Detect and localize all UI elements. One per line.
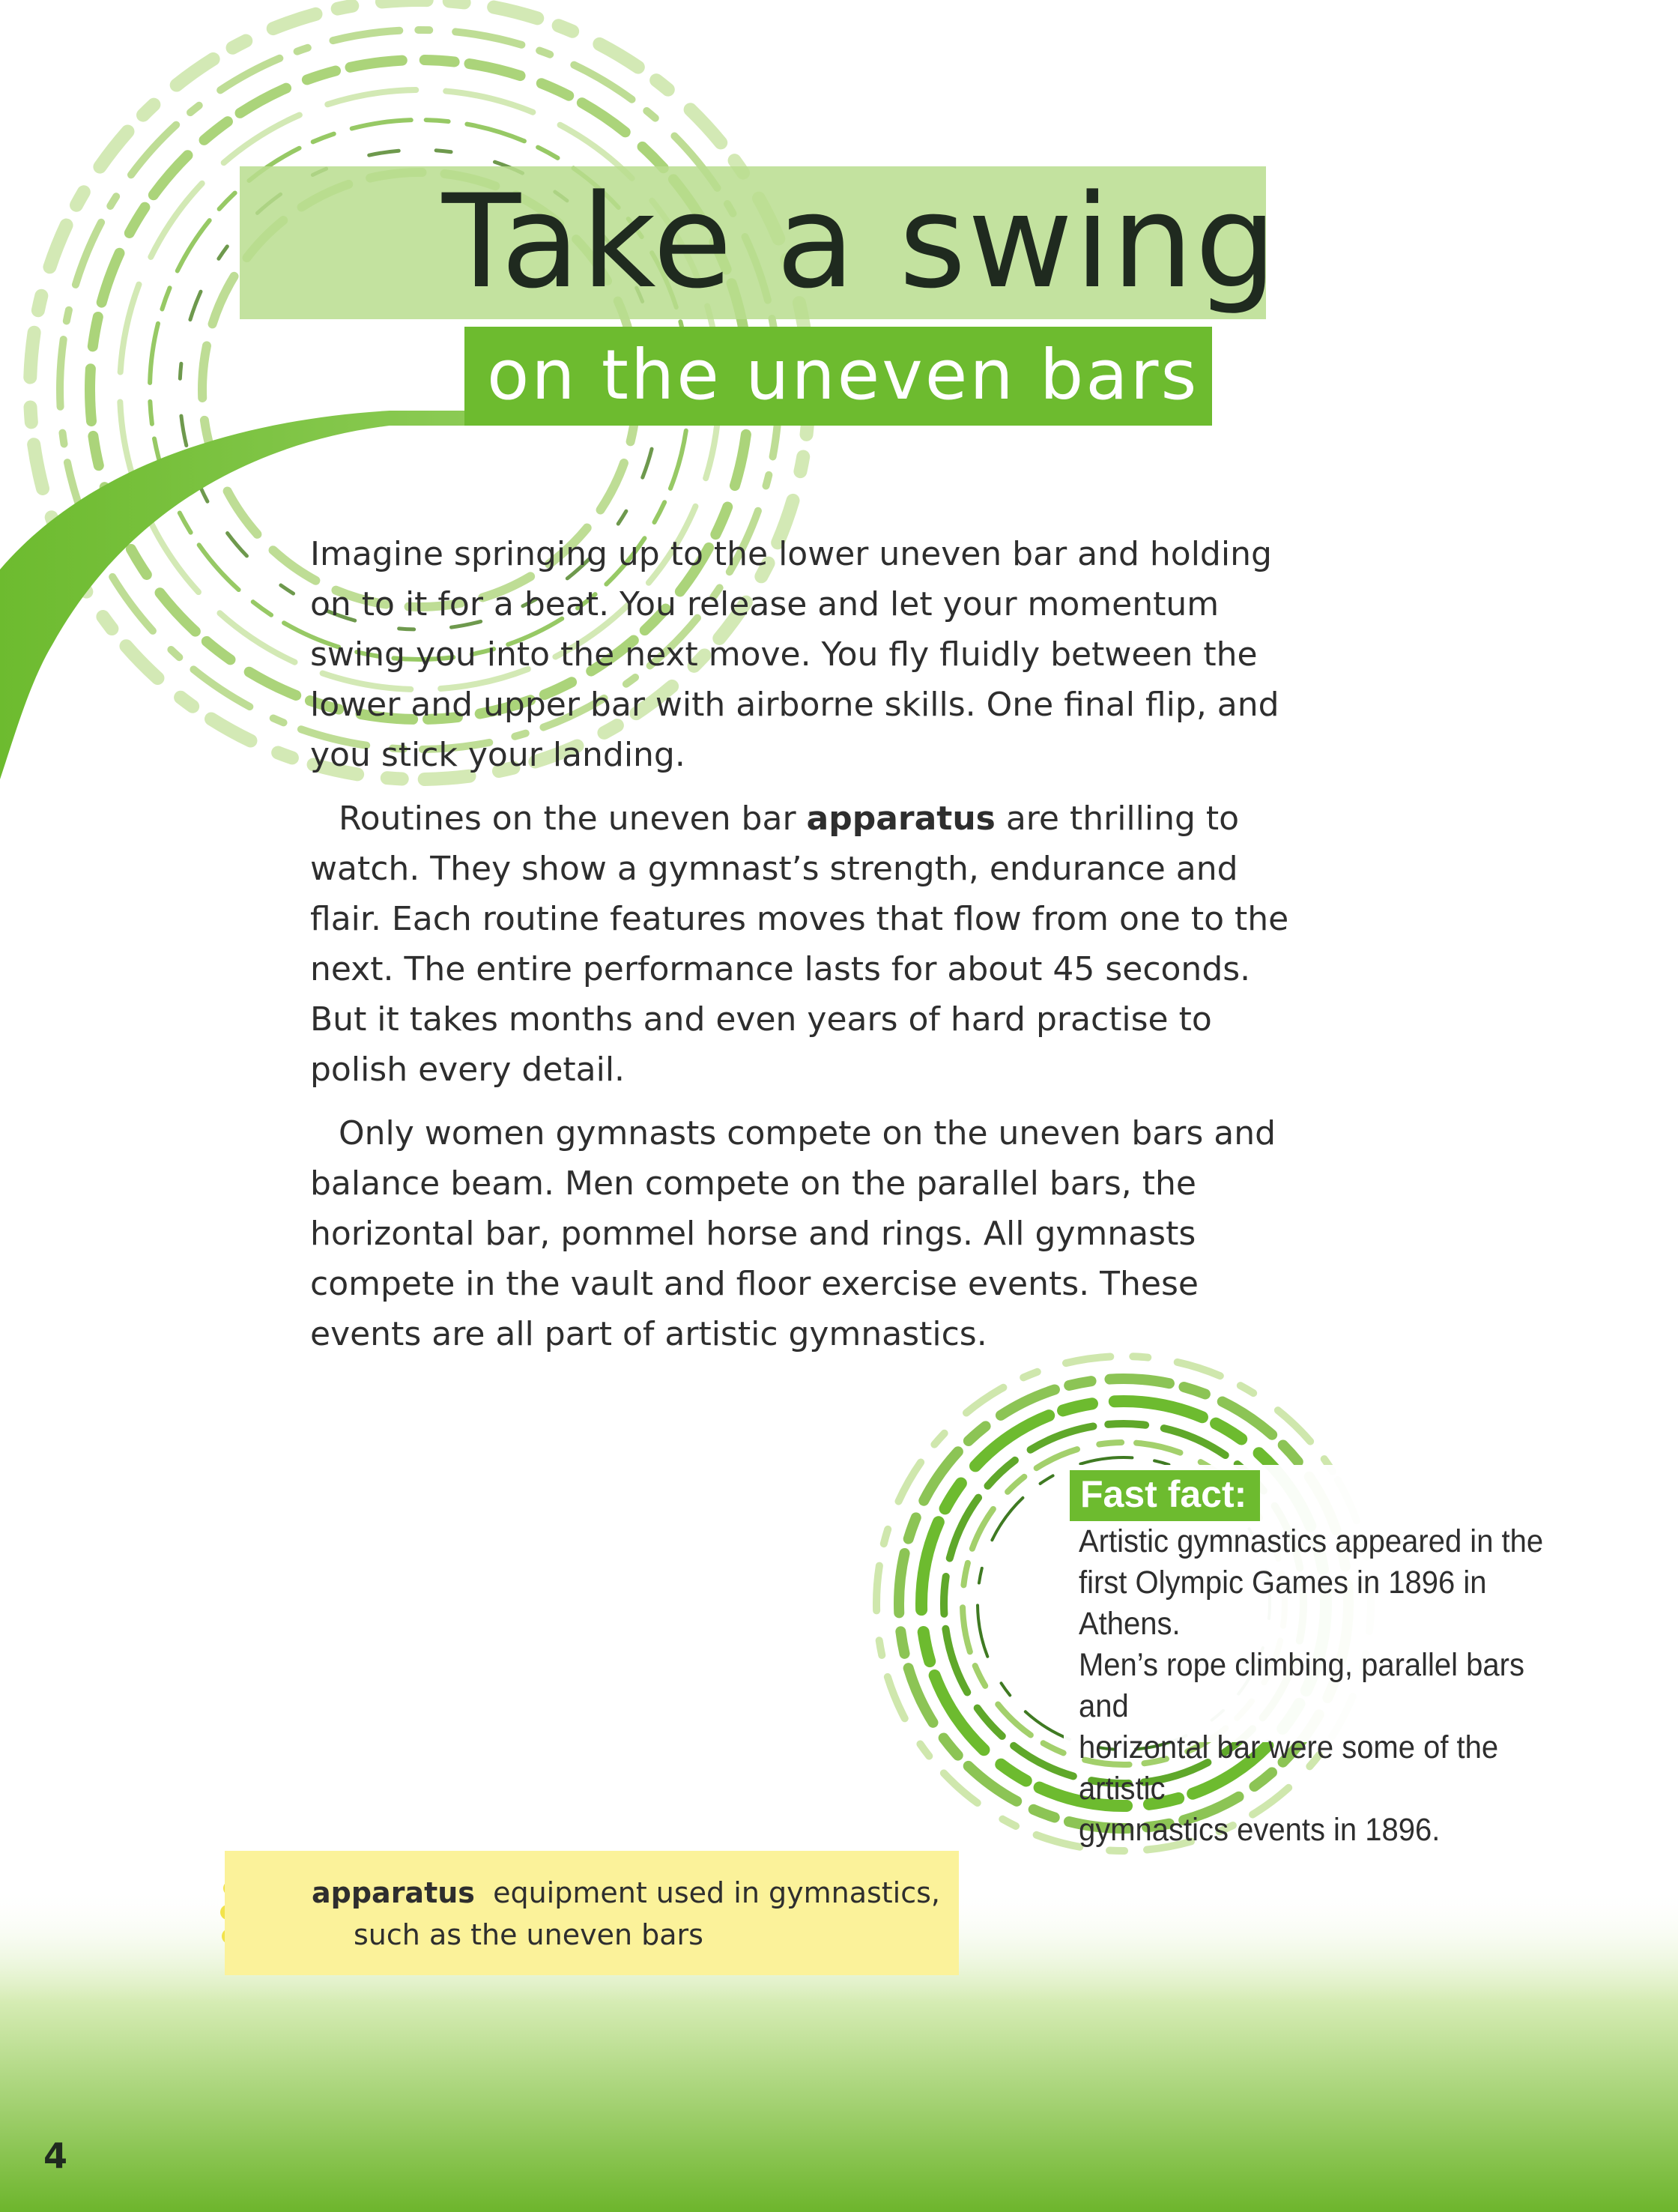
glossary-definition-line2: such as the uneven bars [354,1918,703,1951]
page-subtitle: on the uneven bars [487,335,1199,415]
body-paragraph-2 [310,794,1291,1095]
fast-fact-line: gymnastics events in 1896. [1079,1812,1441,1848]
body-paragraph-3: Only women gymnasts compete on the uneven bars and balance beam. Men compete on the parallel bars, the horizontal bar, pommel horse and rings. All gymnasts compete in the vault and floor exercise events. These events are all part of artistic gymnastics. [310,1114,1276,1353]
paragraph-2-start: Routines on the uneven bar [339,800,807,838]
fast-fact-text [1079,1521,1560,1851]
glossary-term: apparatus [312,1876,475,1909]
page-title: Take a swing [442,166,1279,317]
fast-fact-line: horizontal bar were some of the artistic [1079,1729,1499,1807]
fast-fact-line: Men’s rope climbing, parallel bars and [1079,1647,1524,1724]
body-text [310,529,1291,1373]
glossary-term-apparatus: apparatus [806,800,996,838]
paragraph-2-end: are thrilling to watch. They show a gymnast’s strength, endurance and flair. Each routine features moves that flow from one to the next. The entire performance lasts for about 45 seconds. But it takes months and even years of hard practise to polish every detail. [310,800,1289,1089]
body-paragraph-1: Imagine springing up to the lower uneven bar and holding on to it for a beat. You release and let your momentum swing you into the next move. You fly fluidly between the lower and upper bar with airborne skills. One final flip, and you stick your landing. [310,535,1279,774]
glossary-entry [312,1872,940,1956]
fast-fact-label: Fast fact: [1070,1470,1260,1521]
fast-fact-line: first Olympic Games in 1896 in Athens. [1079,1565,1487,1642]
fast-fact-line: Artistic gymnastics appeared in the [1079,1523,1544,1559]
glossary-definition-line1: equipment used in gymnastics, [493,1876,941,1909]
page-number: 4 [43,2136,68,2176]
